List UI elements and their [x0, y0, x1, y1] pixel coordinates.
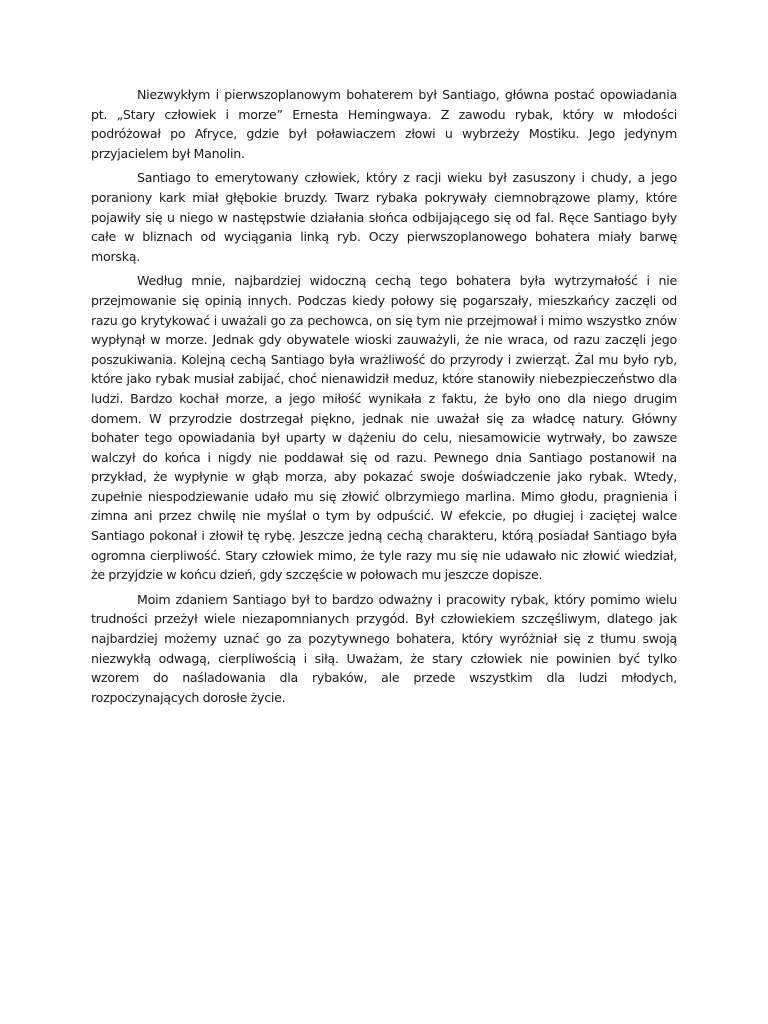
- paragraph-3: Według mnie, najbardziej widoczną cechą tego bohatera była wytrzymałość i nie przejmowanie się opinią innych. Podczas kiedy połowy się pogarszały, mieszkańcy zaczęli od razu go krytykować i uważali go za pechowca, on się tym nie przejmował i mimo wszystko znów wypłynął w morze. Jednak gdy obywatele wioski zauważyli, że nie wraca, od razu zaczęli jego poszukiwania. Kolejną cechą Santiago była wrażliwość do przyrody i zwierząt. Żal mu było ryb, które jako rybak musiał zabijać, choć nienawidził meduz, które stanowiły niebezpieczeństwo dla ludzi. Bardzo kochał morze, a jego miłość wynikała z faktu, że było ono dla niego drugim domem. W przyrodzie dostrzegał piękno, jednak nie uważał się za władcę natury. Główny bohater tego opowiadania był uparty w dążeniu do celu, niesamowicie wytrwały, bo zawsze walczył do końca i nigdy nie poddawał się od razu. Pewnego dnia Santiago postanowił na przykład, że wypłynie w głąb morza, aby pokazać swoje doświadczenie jako rybak. Wtedy, zupełnie niespodziewanie udało mu się złowić olbrzymiego marlina. Mimo głodu, pragnienia i zimna ani przez chwilę nie myślał o tym by odpuścić. W efekcie, po długiej i zaciętej walce Santiago pokonał i złowił tę rybę. Jeszcze jedną cechą charakteru, którą posiadał Santiago była ogromna cierpliwość. Stary człowiek mimo, że tyle razy mu się nie udawało nic złowić wiedział, że przyjdzie w końcu dzień, gdy szczęście w połowach mu jeszcze dopisze.: [91, 273, 677, 583]
- paragraph-2: Santiago to emerytowany człowiek, który z racji wieku był zasuszony i chudy, a jego poraniony kark miał głębokie bruzdy. Twarz rybaka pokrywały ciemnobrązowe plamy, które pojawiły się u niego w następstwie działania słońca odbijającego się od fal. Ręce Santiago były całe w bliznach od wyciągania linką ryb. Oczy pierwszoplanowego bohatera miały barwę morską.: [91, 170, 677, 264]
- document-body: [91, 85, 677, 712]
- paragraph-1: Niezwykłym i pierwszoplanowym bohaterem był Santiago, główna postać opowiadania pt. „Stary człowiek i morze” Ernesta Hemingwaya. Z zawodu rybak, który w młodości podróżował po Afryce, gdzie był poławiaczem złowi u wybrzeży Mostiku. Jego jedynym przyjacielem był Manolin.: [91, 87, 677, 161]
- paragraph-4: Moim zdaniem Santiago był to bardzo odważny i pracowity rybak, który pomimo wielu trudności przeżył wiele niezapomnianych przygód. Był człowiekiem szczęśliwym, dlatego jak najbardziej możemy uznać go za pozytywnego bohatera, który wyróżniał się z tłumu swoją niezwykłą odwagą, cierpliwością i siłą. Uważam, że stary człowiek nie powinien być tylko wzorem do naśladowania dla rybaków, ale przede wszystkim dla ludzi młodych, rozpoczynających dorosłe życie.: [91, 591, 677, 705]
